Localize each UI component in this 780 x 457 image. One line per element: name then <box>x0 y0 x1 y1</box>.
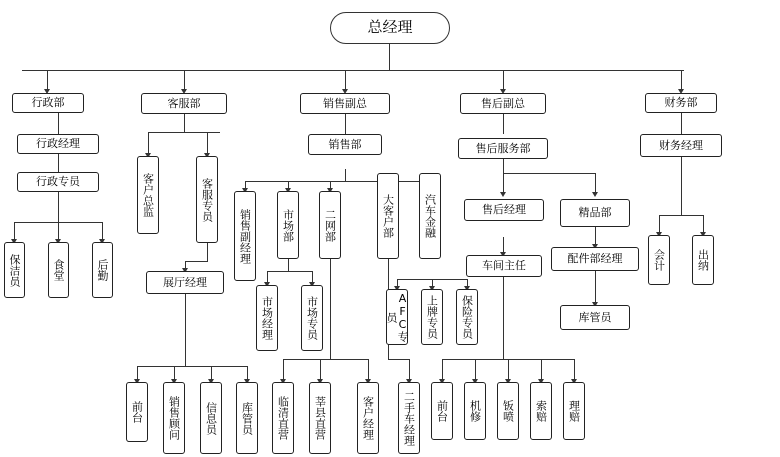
connector <box>503 112 504 134</box>
connector <box>58 192 59 222</box>
node-info-clerk[interactable]: 信息员 <box>200 382 222 454</box>
node-warranty-claim[interactable]: 索赔 <box>530 382 552 440</box>
node-after-service-dept[interactable]: 售后服务部 <box>458 138 548 159</box>
node-mechanic[interactable]: 机修 <box>464 382 486 440</box>
node-sales-deputy-manager[interactable]: 销售副经理 <box>234 191 256 281</box>
connector <box>137 366 247 367</box>
node-used-car-manager[interactable]: 二手车经理 <box>398 382 420 454</box>
node-root[interactable]: 总经理 <box>330 12 450 44</box>
node-finance-manager[interactable]: 财务经理 <box>640 134 722 157</box>
node-sales-dept[interactable]: 销售部 <box>308 134 382 155</box>
node-sales-consultant[interactable]: 销售顾问 <box>163 382 185 454</box>
node-second-network-dept[interactable]: 二网部 <box>319 191 341 259</box>
node-afc-specialist[interactable]: AFC专员 <box>386 289 408 345</box>
connector <box>22 70 684 71</box>
connector <box>58 154 59 172</box>
node-linqing-direct[interactable]: 临清直营 <box>272 382 294 454</box>
node-customer-director[interactable]: 客户总监 <box>137 156 159 234</box>
connector <box>595 271 596 305</box>
node-boutique-dept[interactable]: 精品部 <box>560 199 630 227</box>
connector <box>389 44 390 70</box>
connector <box>148 132 220 133</box>
connector <box>388 359 409 360</box>
connector <box>681 112 682 134</box>
node-key-account-dept[interactable]: 大客户部 <box>377 173 399 259</box>
node-customer-manager[interactable]: 客户经理 <box>357 382 379 454</box>
node-admin-specialist[interactable]: 行政专员 <box>17 172 99 192</box>
node-finance-dept[interactable]: 财务部 <box>645 93 717 113</box>
node-front-desk-service[interactable]: 前台 <box>431 382 453 440</box>
node-admin-dept[interactable]: 行政部 <box>12 93 84 113</box>
connector <box>207 243 208 261</box>
node-insurance-specialist[interactable]: 保险专员 <box>456 289 478 345</box>
node-workshop-director[interactable]: 车间主任 <box>466 255 542 277</box>
connector <box>345 169 346 181</box>
node-cleaner[interactable]: 保洁员 <box>4 242 25 298</box>
node-logistics[interactable]: 后勤 <box>92 242 113 298</box>
node-service-dept[interactable]: 客服部 <box>141 93 227 114</box>
node-sales-vp[interactable]: 销售副总 <box>300 93 390 114</box>
connector <box>345 112 346 134</box>
connector <box>330 259 331 359</box>
node-warehouse-clerk-parts[interactable]: 库管员 <box>560 305 630 330</box>
node-accountant[interactable]: 会计 <box>648 235 670 285</box>
connector <box>288 259 289 271</box>
node-market-manager[interactable]: 市场经理 <box>256 285 278 351</box>
node-after-vp[interactable]: 售后副总 <box>460 93 546 114</box>
node-shenxian-direct[interactable]: 莘县直营 <box>309 382 331 454</box>
connector <box>58 112 59 134</box>
connector <box>283 359 368 360</box>
node-market-dept[interactable]: 市场部 <box>277 191 299 259</box>
connector <box>503 173 595 174</box>
node-paint-body[interactable]: 钣喷 <box>497 382 519 440</box>
connector <box>245 181 430 182</box>
node-customer-specialist[interactable]: 客服专员 <box>196 156 218 243</box>
node-showroom-manager[interactable]: 展厅经理 <box>146 271 224 294</box>
connector <box>659 215 703 216</box>
node-plate-specialist[interactable]: 上牌专员 <box>421 289 443 345</box>
node-admin-manager[interactable]: 行政经理 <box>17 134 99 154</box>
connector <box>681 157 682 215</box>
node-auto-finance[interactable]: 汽车金融 <box>419 173 441 259</box>
node-warehouse-clerk-sales[interactable]: 库管员 <box>236 382 258 454</box>
connector <box>503 159 504 173</box>
node-front-desk-sales[interactable]: 前台 <box>126 382 148 442</box>
arrow <box>500 192 506 197</box>
connector <box>388 259 389 279</box>
connector <box>185 294 186 366</box>
node-parts-manager[interactable]: 配件部经理 <box>551 247 639 271</box>
connector <box>184 112 185 132</box>
connector <box>267 271 312 272</box>
node-canteen[interactable]: 食堂 <box>48 242 69 298</box>
connector <box>185 261 208 262</box>
connector <box>503 277 504 359</box>
node-after-sales-manager[interactable]: 售后经理 <box>464 199 544 221</box>
node-cashier[interactable]: 出纳 <box>692 235 714 285</box>
node-market-specialist[interactable]: 市场专员 <box>301 285 323 351</box>
node-insurance-claim[interactable]: 理赔 <box>563 382 585 440</box>
arrow <box>592 192 598 197</box>
